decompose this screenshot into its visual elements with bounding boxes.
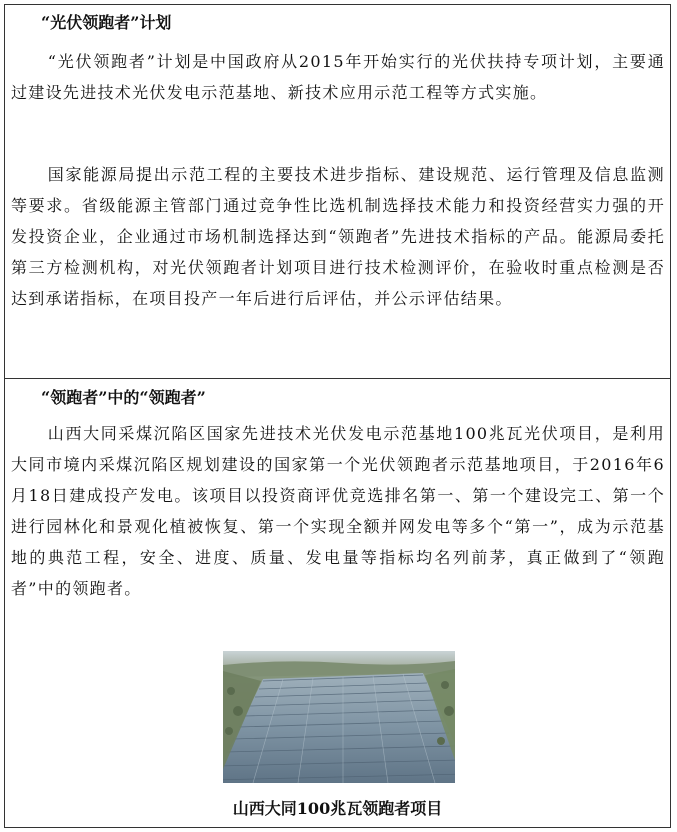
section-leader-paragraph: 山西大同采煤沉陷区国家先进技术光伏发电示范基地100兆瓦光伏项目，是利用大同市境内采煤沉陷区规划建设的国家第一个光伏领跑者示范基地项目，于2016年6月18日建成投产发电。该项目以投资商评优竞选排名第一、第一个建设完工、第一个进行园林化和景观化植被恢复、第一个实现全额并网发电等多个“第一”，成为示范基地的典范工程，安全、进度、质量、发电量等指标均名列前茅，真正做到了“领跑者”中的领跑者。 — [11, 424, 665, 598]
section-plan-title: “光伏领跑者”计划 — [41, 13, 172, 32]
photo-caption: 山西大同100兆瓦领跑者项目 — [232, 799, 443, 818]
section-plan-paragraph-1: “光伏领跑者”计划是中国政府从2015年开始实行的光伏扶持专项计划，主要通过建设先进技术光伏发电示范基地、新技术应用示范工程等方式实施。 — [11, 52, 665, 102]
solar-farm-photo — [223, 651, 455, 783]
section-plan-paragraph-2: 国家能源局提出示范工程的主要技术进步指标、建设规范、运行管理及信息监测等要求。省级能源主管部门通过竞争性比选机制选择技术能力和投资经营实力强的开发投资企业，企业通过市场机制选择达到“领跑者”先进技术指标的产品。能源局委托第三方检测机构，对光伏领跑者计划项目进行技术检测评价，在验收时重点检测是否达到承诺指标，在项目投产一年后进行后评估，并公示评估结果。 — [11, 165, 665, 308]
section-plan-box — [4, 4, 671, 379]
section-leader-box — [4, 378, 671, 828]
section-leader-title: “领跑者”中的“领跑者” — [41, 388, 206, 407]
